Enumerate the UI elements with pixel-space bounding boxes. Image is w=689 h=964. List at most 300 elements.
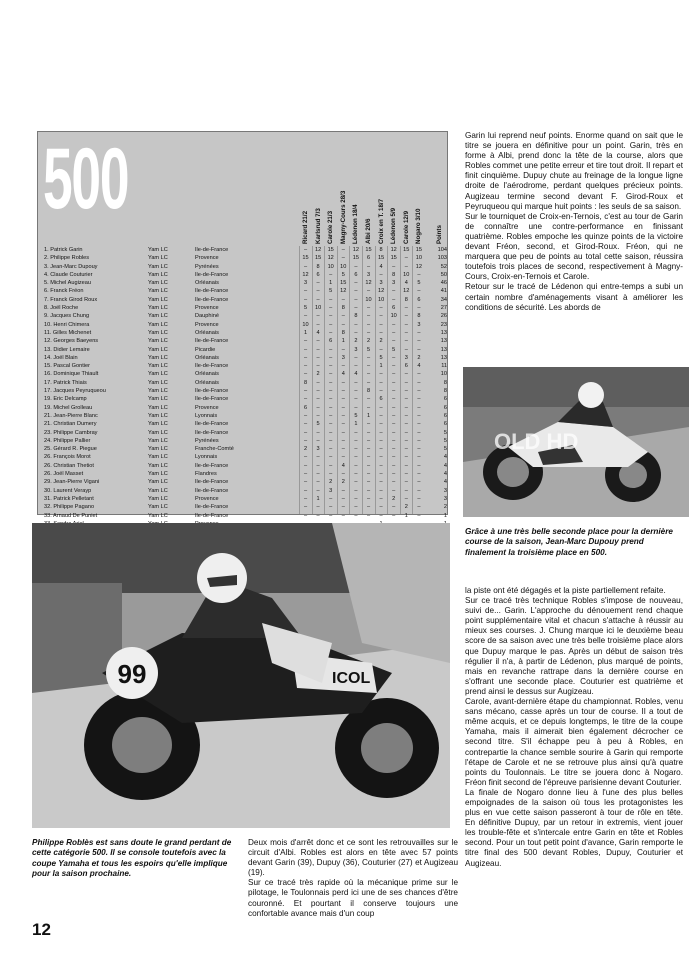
race-score: – (341, 487, 345, 494)
total-points: 46 (440, 280, 447, 287)
race-score: 15 (302, 255, 309, 262)
race-score: – (316, 288, 320, 295)
race-score: – (417, 471, 421, 478)
total-points: 6 (443, 412, 447, 419)
race-score: – (379, 504, 383, 511)
race-score: 5 (354, 412, 358, 419)
race-score: – (329, 305, 333, 312)
paragraph: la piste ont été dégagés et la piste partiellement refaite. (465, 586, 666, 595)
race-score: – (303, 247, 308, 253)
race-score: 8 (316, 263, 320, 270)
race-score: – (303, 437, 308, 444)
race-score: – (316, 412, 320, 419)
race-score: – (341, 412, 345, 419)
rider-region: Ile-de-France (195, 271, 229, 278)
race-score: – (392, 321, 396, 328)
table-row (38, 362, 447, 370)
race-score: – (329, 296, 333, 303)
race-score: – (366, 288, 371, 295)
table-row (38, 379, 447, 387)
race-score: – (354, 495, 358, 502)
race-score: – (303, 363, 308, 370)
racing-number: 99 (117, 659, 147, 689)
race-score: – (316, 296, 320, 303)
total-points: 6 (443, 421, 447, 428)
race-score: – (379, 412, 383, 419)
race-score: 1 (379, 363, 383, 370)
race-score: – (379, 479, 383, 486)
race-score: – (366, 504, 371, 511)
race-score: – (316, 313, 320, 320)
race-score: – (404, 437, 408, 444)
race-score: – (329, 446, 333, 453)
race-score: 1 (404, 512, 408, 519)
race-score: – (366, 371, 371, 378)
paragraph: Retour sur le tracé de Lédenon qui entre-temps a subi un certain nombre d'aménagements visant à améliorer les conditions de sécurité. Les abords de (465, 282, 683, 312)
race-score: – (329, 462, 333, 469)
photo-caption-main: Philippe Roblès est sans doute le grand perdant de cette catégorie 500. Il se console toutefois avec la coupe Yamaha et tous les espoirs qu'elle implique pour la saison prochaine. (32, 838, 232, 878)
total-points: 6 (443, 404, 447, 411)
total-points: 13 (440, 329, 447, 336)
table-row (38, 370, 447, 378)
rider-bike: Yam LC (148, 437, 168, 444)
race-score: – (329, 346, 333, 353)
table-row (38, 254, 447, 262)
race-score: – (316, 338, 320, 345)
column-header-label: Lédenon 18/4 (352, 204, 360, 244)
table-row (38, 312, 447, 320)
table-row (38, 296, 447, 304)
rider-region: Ile-de-France (195, 421, 229, 428)
column-header (300, 148, 311, 244)
rider-bike: Yam LC (148, 446, 168, 453)
race-score: – (341, 388, 345, 395)
rider-bike: Yam LC (148, 504, 168, 511)
paragraph: Sur ce tracé très technique Robles s'impose de nouveau, suivi de... Garin. L'approche du dénouement rend chaque point supplémentaire vital et chacun s'attache à réussir au mieux ses courses. J. Chung marque ici le deuxième beau score de sa saison avec une très belle troisième place alors que Dupuy marque le pas. Après un début de saison très régulier il n'a, à partir de Lédenon, plus marqué de points, mais en revanche rattrape dans la dernière course en s'offrant une seconde place. Couturier est quatrième et prend ainsi le dessus sur Augizeau. (465, 596, 683, 696)
rider-name: 19. Eric Delcamp (44, 396, 87, 403)
race-score: – (329, 471, 333, 478)
race-score: – (392, 429, 396, 436)
race-score: – (341, 512, 345, 519)
race-score: 3 (417, 321, 421, 328)
race-score: – (329, 412, 333, 419)
race-score: – (417, 421, 421, 428)
race-score: – (417, 379, 421, 386)
race-score: 12 (352, 247, 359, 253)
column-header-label: Lédenon 5/9 (390, 207, 398, 244)
race-score: – (366, 429, 371, 436)
race-score: – (329, 504, 333, 511)
race-score: – (303, 429, 308, 436)
column-header (413, 148, 424, 244)
table-row (38, 470, 447, 478)
table-row (38, 321, 447, 329)
table-row (38, 437, 447, 445)
table-row (38, 395, 447, 403)
column-header (388, 148, 399, 244)
race-score: 2 (392, 495, 396, 502)
total-points: 5 (443, 429, 447, 436)
total-points: 8 (443, 388, 447, 395)
race-score: – (303, 313, 308, 320)
race-score: 10 (403, 271, 410, 278)
race-score: – (404, 462, 408, 469)
race-score: – (417, 338, 421, 345)
table-row (38, 246, 447, 254)
rider-region: Provence (195, 305, 219, 312)
column-header-label: Croix en T. 18/7 (377, 198, 385, 244)
rider-region: Pyrénées (195, 263, 219, 270)
race-score: – (303, 471, 308, 478)
rider-region: Ile-de-France (195, 462, 229, 469)
rider-name: 3. Jean-Marc Dupouy (44, 263, 98, 270)
rider-region: Ile-de-France (195, 338, 229, 345)
rider-bike: Yam LC (148, 371, 168, 378)
column-header (434, 148, 445, 244)
table-row (38, 445, 447, 453)
race-score: – (392, 338, 396, 345)
column-header (338, 148, 349, 244)
total-points: 11 (441, 363, 447, 370)
rider-region: Provence (195, 495, 219, 502)
race-score: 1 (329, 280, 333, 287)
column-header-label: Ricard 21/2 (302, 210, 309, 244)
rider-name: 30. Laurent Verayp (44, 487, 92, 494)
rider-name: 16. Dominique Thiault (44, 371, 99, 378)
race-score: – (316, 487, 320, 494)
table-row (38, 271, 447, 279)
rider-region: Orléanais (195, 280, 219, 287)
total-points: 23 (440, 321, 447, 328)
race-score: 15 (314, 255, 322, 262)
race-score: 4 (341, 371, 345, 378)
race-score: 2 (404, 504, 408, 511)
rider-bike: Yam LC (148, 346, 168, 353)
race-score: 12 (365, 280, 372, 287)
race-score: 6 (379, 396, 383, 403)
race-score: – (303, 487, 308, 494)
race-score: 1 (354, 421, 358, 428)
rider-name: 13. Didier Lemaire (44, 346, 90, 353)
total-points: 50 (440, 271, 447, 278)
race-score: 5 (379, 354, 383, 361)
race-score: – (354, 404, 358, 411)
race-score: – (354, 396, 358, 403)
table-row (38, 287, 447, 295)
race-score: – (303, 479, 308, 486)
race-score: – (341, 346, 345, 353)
race-score: – (341, 363, 345, 370)
race-score: 1 (316, 495, 320, 502)
race-score: 15 (415, 247, 422, 253)
rider-bike: Yam LC (148, 512, 168, 519)
rider-bike: Yam LC (148, 462, 168, 469)
race-score: 2 (329, 479, 333, 486)
race-score: 10 (314, 305, 322, 312)
rider-name: 12. Georges Baeyens (44, 338, 99, 345)
race-score: – (379, 371, 383, 378)
rider-bike: Yam LC (148, 329, 168, 336)
rider-region: Ile-de-France (195, 487, 229, 494)
table-row (38, 453, 447, 461)
race-score: – (392, 371, 396, 378)
race-score: – (404, 329, 408, 336)
race-score: – (417, 388, 421, 395)
race-score: – (392, 487, 396, 494)
total-points: 5 (443, 437, 447, 444)
race-score: – (392, 446, 396, 453)
race-score: 3 (303, 280, 308, 287)
rider-bike: Yam LC (148, 388, 168, 395)
race-score: – (316, 346, 320, 353)
rider-name: 25. Gérard R. Piegue (44, 446, 97, 453)
race-score: 2 (417, 354, 421, 361)
table-row (38, 429, 447, 437)
race-score: – (379, 271, 383, 278)
column-header (350, 148, 361, 244)
race-score: 6 (354, 271, 358, 278)
rider-bike: Yam LC (148, 379, 168, 386)
race-score: – (354, 321, 358, 328)
total-points: 2 (443, 504, 447, 511)
race-score: – (354, 454, 358, 461)
race-score: – (316, 454, 320, 461)
race-score: – (392, 462, 396, 469)
race-score: – (404, 421, 408, 428)
race-score: 15 (340, 280, 347, 287)
race-score: 3 (366, 271, 371, 278)
total-points: 4 (443, 462, 447, 469)
race-score: 10 (302, 321, 309, 328)
table-row (38, 337, 447, 345)
total-points: 4 (443, 471, 447, 478)
race-score: 4 (316, 329, 320, 336)
race-score: 4 (379, 263, 383, 270)
rider-region: Ile-de-France (195, 388, 229, 395)
rider-name: 7. Franck Girod Roux (44, 296, 98, 303)
rider-name: 17. Patrick Thiais (44, 379, 87, 386)
total-points: 10 (440, 371, 447, 378)
rider-region: Lyonnais (195, 454, 218, 461)
race-score: – (404, 263, 408, 270)
race-score: – (392, 479, 396, 486)
race-score: – (303, 371, 308, 378)
race-score: – (404, 454, 408, 461)
rider-bike: Yam LC (148, 487, 168, 494)
total-points: 4 (443, 454, 447, 461)
rider-name: 24. Philippe Pallier (44, 437, 91, 444)
race-score: – (366, 446, 371, 453)
rider-name: 19. Michel Grolleau (44, 404, 93, 411)
rider-name: 15. Pascal Gontier (44, 363, 91, 370)
race-score: – (366, 313, 371, 320)
sponsor-logo: ICOL (332, 670, 371, 687)
race-score: – (329, 404, 333, 411)
race-score: 1 (341, 338, 345, 345)
rider-bike: Yam LC (148, 338, 168, 345)
race-score: 4 (341, 462, 345, 469)
race-score: – (329, 354, 333, 361)
paragraph: La finale de Nogaro donne lieu à l'une des plus belles empoignades de la saison où tous les protagonistes les plus en vue cette saison passeront à tour de rôle en tête. En définitive Dupuy, par un retour in extremis, vient jouer les trouble-fête et s'intercale entre Garin en tête et Robles second. Pour un tout petit point d'avance, Garin remporte le titre final des 500 devant Robles, Dupuy, Couturier et Augizeau. (465, 787, 683, 868)
race-score: – (379, 446, 383, 453)
race-score: 3 (316, 446, 320, 453)
race-score: – (366, 421, 371, 428)
column-header-label: Magny-Cours 28/3 (339, 190, 347, 244)
rider-bike: Yam LC (148, 479, 168, 486)
race-score: – (366, 354, 371, 361)
rider-region: Provence (195, 255, 219, 262)
column-header-label: Carole 12/9 (402, 210, 410, 244)
race-score: 6 (329, 338, 333, 345)
race-score: – (366, 471, 371, 478)
race-score: – (303, 454, 308, 461)
race-score: 1 (303, 329, 308, 336)
race-score: – (354, 388, 358, 395)
rider-name: 32. Philippe Pagano (44, 504, 95, 511)
race-score: – (417, 462, 421, 469)
paragraph: Garin lui reprend neuf points. Enorme quand on sait que le titre se jouera en définitive pour un point. Garin, très en forme à Albi, prend donc la tête de la course, alors que Robles commet une petite erreur et tire tout droit. Il repart et finit cinquième. Dupuy chute au freinage de la longue ligne droite de l'aérodrome, perdant quelques précieux points. Augizeau termine second devant F. Girod-Roux et Peyruqueou qui marque huit points : les seuls de sa saison. (465, 131, 683, 211)
race-score: – (303, 396, 308, 403)
race-score: – (417, 454, 421, 461)
rider-region: Orléanais (195, 371, 219, 378)
race-score: – (366, 396, 371, 403)
race-score: – (392, 421, 396, 428)
race-score: 4 (417, 363, 421, 370)
race-score: 10 (377, 296, 385, 303)
race-score: – (379, 388, 383, 395)
total-points: 27 (440, 305, 447, 312)
race-score: – (329, 271, 333, 278)
race-score: – (392, 354, 396, 361)
rider-name: 11. Gilles Michenet (44, 329, 92, 336)
race-score: – (303, 354, 308, 361)
column-header-label: Nogaro 3/10 (415, 208, 423, 244)
race-score: – (316, 379, 320, 386)
rider-bike: Yam LC (148, 495, 168, 502)
race-score: – (417, 446, 421, 453)
race-score: – (366, 487, 371, 494)
rider-bike: Yam LC (148, 454, 168, 461)
total-points: 8 (443, 379, 447, 386)
race-score: – (354, 363, 358, 370)
race-score: – (354, 471, 358, 478)
race-score: 2 (354, 338, 358, 345)
race-score: 15 (327, 247, 334, 253)
race-score: 6 (404, 363, 408, 370)
race-score: – (392, 288, 396, 295)
race-score: 8 (417, 313, 421, 320)
rider-bike: Yam LC (148, 255, 168, 262)
race-score: – (404, 371, 408, 378)
race-score: – (404, 346, 408, 353)
rider-region: Provence (195, 404, 219, 411)
race-score: – (316, 471, 320, 478)
rider-name: 2. Philippe Robles (44, 255, 90, 262)
rider-region: Ile-de-France (195, 247, 229, 253)
race-score: – (354, 329, 358, 336)
race-score: 15 (377, 255, 385, 262)
total-points: 13 (440, 338, 447, 345)
race-score: 12 (327, 255, 334, 262)
rider-name: 23. Philippe Cambray (44, 429, 98, 436)
race-score: – (392, 471, 396, 478)
race-score: – (417, 479, 421, 486)
race-score: 10 (327, 263, 334, 270)
race-score: 2 (341, 479, 345, 486)
table-row (38, 462, 447, 470)
race-score: – (341, 437, 345, 444)
rider-bike: Yam LC (148, 296, 168, 303)
race-score: – (392, 396, 396, 403)
table-row (38, 487, 447, 495)
race-score: – (341, 255, 345, 262)
race-score: – (316, 363, 320, 370)
table-row (38, 304, 447, 312)
race-score: 6 (303, 404, 308, 411)
race-score: – (404, 255, 408, 262)
race-score: 10 (415, 255, 422, 262)
race-score: – (392, 404, 396, 411)
race-score: – (392, 412, 396, 419)
race-score: 12 (415, 263, 422, 270)
race-score: – (417, 429, 421, 436)
rider-region: Ile-de-France (195, 429, 229, 436)
rider-region: Pyrénées (195, 437, 219, 444)
race-score: – (303, 346, 308, 353)
rider-name: 9. Jacques Chung (44, 313, 90, 320)
race-score: 6 (392, 305, 396, 312)
race-score: – (366, 512, 371, 519)
race-score: 10 (365, 296, 372, 303)
rider-region: Lyonnais (195, 412, 218, 419)
race-score: – (303, 512, 308, 519)
race-score: – (379, 471, 383, 478)
race-score: 12 (302, 271, 309, 278)
race-score: – (354, 446, 358, 453)
race-score: – (354, 479, 358, 486)
race-score: – (392, 296, 396, 303)
table-row (38, 263, 447, 271)
race-score: – (354, 305, 358, 312)
rider-bike: Yam LC (148, 471, 168, 478)
race-score: – (404, 487, 408, 494)
column-header-label: Karlsrud 7/3 (314, 208, 322, 244)
column-header-label: Carole 21/3 (327, 210, 335, 244)
total-points: 1 (443, 512, 447, 519)
race-score: – (379, 487, 383, 494)
rider-region: Ile-de-France (195, 504, 229, 511)
rider-bike: Yam LC (148, 404, 168, 411)
race-score: 8 (341, 305, 345, 312)
rider-bike: Yam LC (148, 363, 168, 370)
race-score: – (303, 412, 308, 419)
race-score: – (341, 446, 345, 453)
paragraph: Sur ce tracé très rapide où la mécanique prime sur le pilotage, le Toulonnais perd ici une de ses chances d'être couronné. Et pourtant il conserve toujours une confortable avance mais d'un coup (248, 878, 458, 918)
race-score: – (404, 479, 408, 486)
category-title: 500 (43, 131, 129, 227)
race-score: – (341, 247, 345, 253)
race-score: – (417, 487, 421, 494)
race-score: – (379, 512, 383, 519)
total-points: 34 (440, 296, 447, 303)
race-score: – (379, 404, 383, 411)
race-score: – (392, 263, 396, 270)
race-score: – (329, 495, 333, 502)
race-score: – (316, 388, 320, 395)
race-score: – (379, 329, 383, 336)
race-score: – (404, 338, 408, 345)
race-score: – (341, 321, 345, 328)
